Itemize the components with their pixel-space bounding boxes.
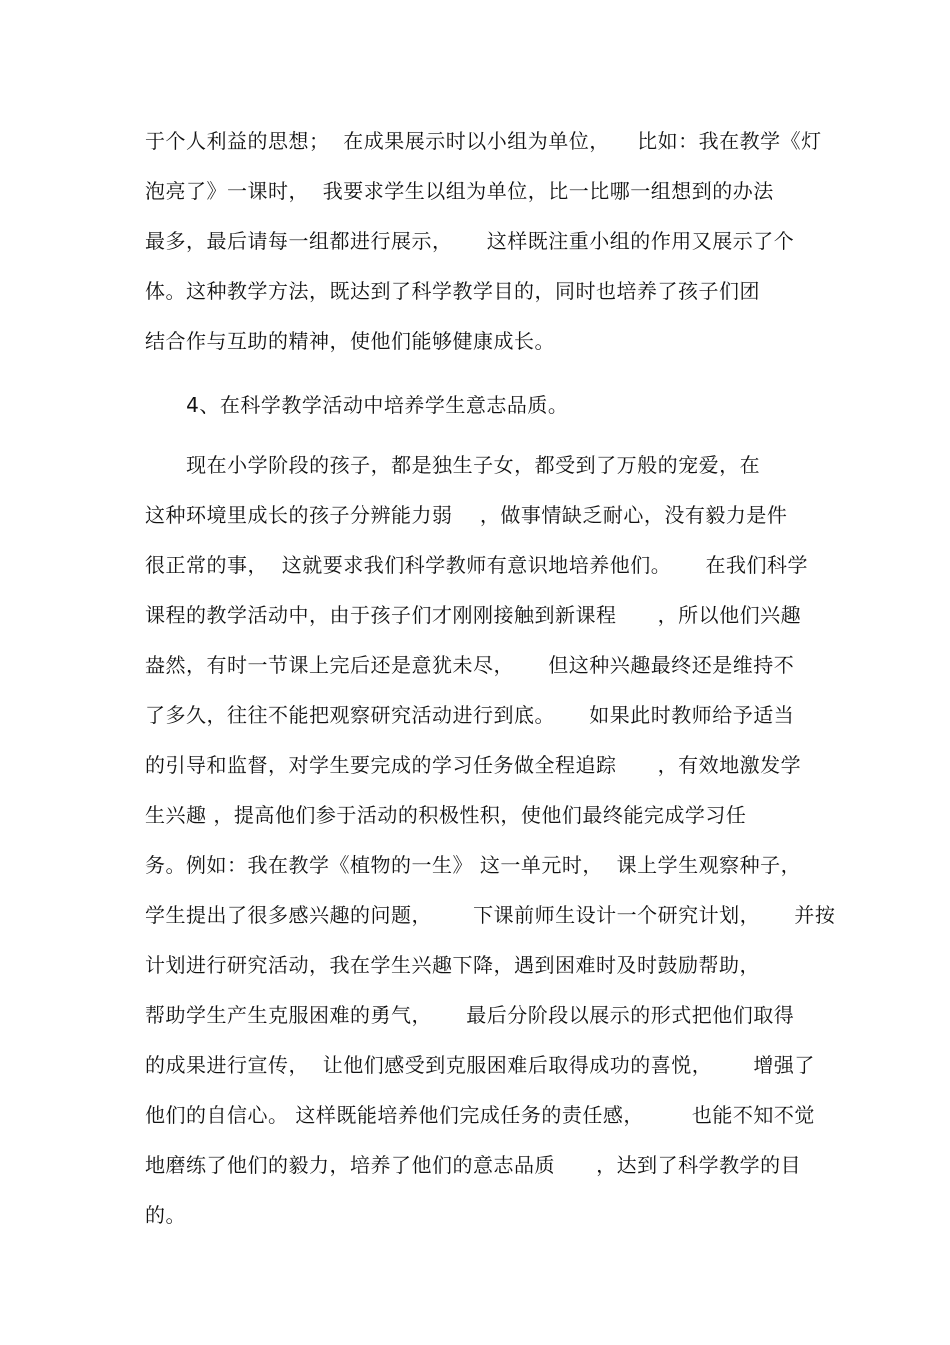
text-line: 最多，最后请每一组都进行展示， 这样既注重小组的作用又展示了个: [145, 229, 795, 253]
text-line: 生兴趣 ，提高他们参于活动的积极性积，使他们最终能完成学习任: [145, 803, 747, 827]
text-line: 课程的教学活动中，由于孩子们才刚刚接触到新课程 ，所以他们兴趣: [145, 603, 802, 627]
text-line: 地磨练了他们的毅力，培养了他们的意志品质 ，达到了科学教学的目: [145, 1153, 802, 1177]
text-line: 的成果进行宣传， 让他们感受到克服困难后取得成功的喜悦， 增强了: [145, 1053, 815, 1077]
text-line: 泡亮了》一课时， 我要求学生以组为单位，比一比哪一组想到的办法: [145, 179, 774, 203]
text-line: 帮助学生产生克服困难的勇气， 最后分阶段以展示的形式把他们取得: [145, 1003, 795, 1027]
text-line: 很正常的事， 这就要求我们科学教师有意识地培养他们。 在我们科学: [145, 553, 809, 577]
text-line: 体。这种教学方法，既达到了科学教学目的，同时也培养了孩子们团: [145, 279, 760, 303]
text-line: 的引导和监督，对学生要完成的学习任务做全程追踪 ，有效地激发学: [145, 753, 802, 777]
section-heading: 4、在科学教学活动中培养学生意志品质。: [145, 393, 569, 417]
text-line: 了多久，往往不能把观察研究活动进行到底。 如果此时教师给予适当: [145, 703, 795, 727]
text-line: 的。: [145, 1203, 186, 1227]
text-line: 现在小学阶段的孩子，都是独生子女，都受到了万般的宠爱，在: [145, 453, 761, 477]
text-line: 学生提出了很多感兴趣的问题， 下课前师生设计一个研究计划， 并按: [145, 903, 836, 927]
text-line: 他们的自信心。 这样既能培养他们完成任务的责任感， 也能不知不觉: [145, 1103, 815, 1127]
text-line: 盎然，有时一节课上完后还是意犹未尽， 但这种兴趣最终还是维持不: [145, 653, 795, 677]
text-line: 务。例如：我在教学《植物的一生》 这一单元时， 课上学生观察种子，: [145, 853, 802, 877]
text-line: 于个人利益的思想； 在成果展示时以小组为单位， 比如：我在教学《灯: [145, 129, 822, 153]
text-line: 结合作与互助的精神，使他们能够健康成长。: [145, 329, 555, 353]
text-line: 这种环境里成长的孩子分辨能力弱 ，做事情缺乏耐心，没有毅力是件: [145, 503, 788, 527]
text-line: 计划进行研究活动，我在学生兴趣下降，遇到困难时及时鼓励帮助，: [145, 953, 760, 977]
